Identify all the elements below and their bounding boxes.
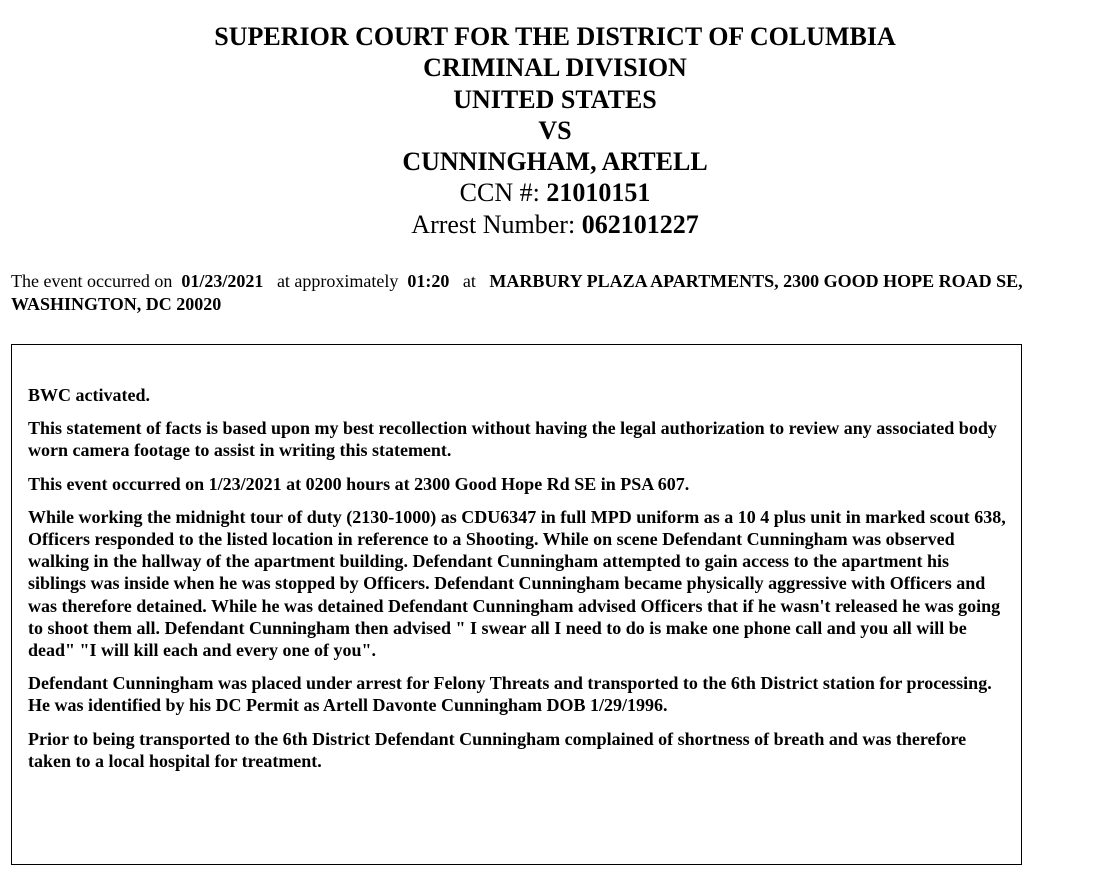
ccn-line [0, 177, 1101, 208]
court-name: SUPERIOR COURT FOR THE DISTRICT OF COLUMBIA [214, 22, 896, 51]
statement-paragraph: While working the midnight tour of duty (2130-1000) as CDU6347 in full MPD uniform as a 10 4 plus unit in marked scout 638, Officers responded to the listed location in reference to a Shooting. While on scene Defendant Cunningham was observed walking in the hallway of the apartment building. Defendant Cunningham attempted to gain access to the apartment his siblings was inside when he was stopped by Officers. Defendant Cunningham became physically aggressive with Officers and was therefore detained. While he was detained Defendant Cunningham advised Officers that if he wasn't released he was going to shoot them all. Defendant Cunningham then advised " I swear all I need to do is make one phone call and you all will be dead" "I will kill each and every one of you". [28, 506, 1006, 661]
statement-of-facts-box [11, 344, 1022, 865]
event-at-label: at [462, 271, 476, 291]
arrest-number-line [0, 209, 1101, 240]
event-prefix: The event occurred on [11, 271, 173, 291]
defendant-name: CUNNINGHAM, ARTELL [402, 147, 708, 177]
arrest-number-label: Arrest Number: [411, 209, 576, 239]
event-date: 01/23/2021 [181, 271, 264, 291]
statement-paragraph: Defendant Cunningham was placed under arrest for Felony Threats and transported to the 6th District station for processing. He was identified by his DC Permit as Artell Davonte Cunningham DOB 1/29/1996. [28, 673, 992, 716]
event-summary [11, 270, 1096, 315]
event-approx-label: at approximately [276, 271, 399, 291]
statement-paragraph: Prior to being transported to the 6th District Defendant Cunningham complained of shortness of breath and was therefore taken to a local hospital for treatment. [28, 728, 967, 771]
statement-paragraph: This event occurred on 1/23/2021 at 0200 hours at 2300 Good Hope Rd SE in PSA 607. [28, 473, 690, 494]
ccn-value: 21010151 [546, 178, 651, 208]
event-time: 01:20 [407, 271, 450, 291]
versus-label: VS [538, 115, 572, 145]
case-caption [0, 21, 1101, 240]
statement-paragraph: BWC activated. [28, 385, 150, 405]
arrest-number-value: 062101227 [581, 209, 699, 239]
division-name: CRIMINAL DIVISION [423, 53, 687, 83]
ccn-label: CCN #: [459, 178, 540, 208]
event-location: MARBURY PLAZA APARTMENTS, 2300 GOOD HOPE ROAD SE, WASHINGTON, DC 20020 [11, 271, 1023, 314]
statement-paragraph: This statement of facts is based upon my best recollection without having the legal authorization to review any associated body worn camera footage to assist in writing this statement. [28, 418, 997, 461]
plaintiff-name: UNITED STATES [453, 84, 657, 114]
statement-body [28, 384, 1008, 783]
